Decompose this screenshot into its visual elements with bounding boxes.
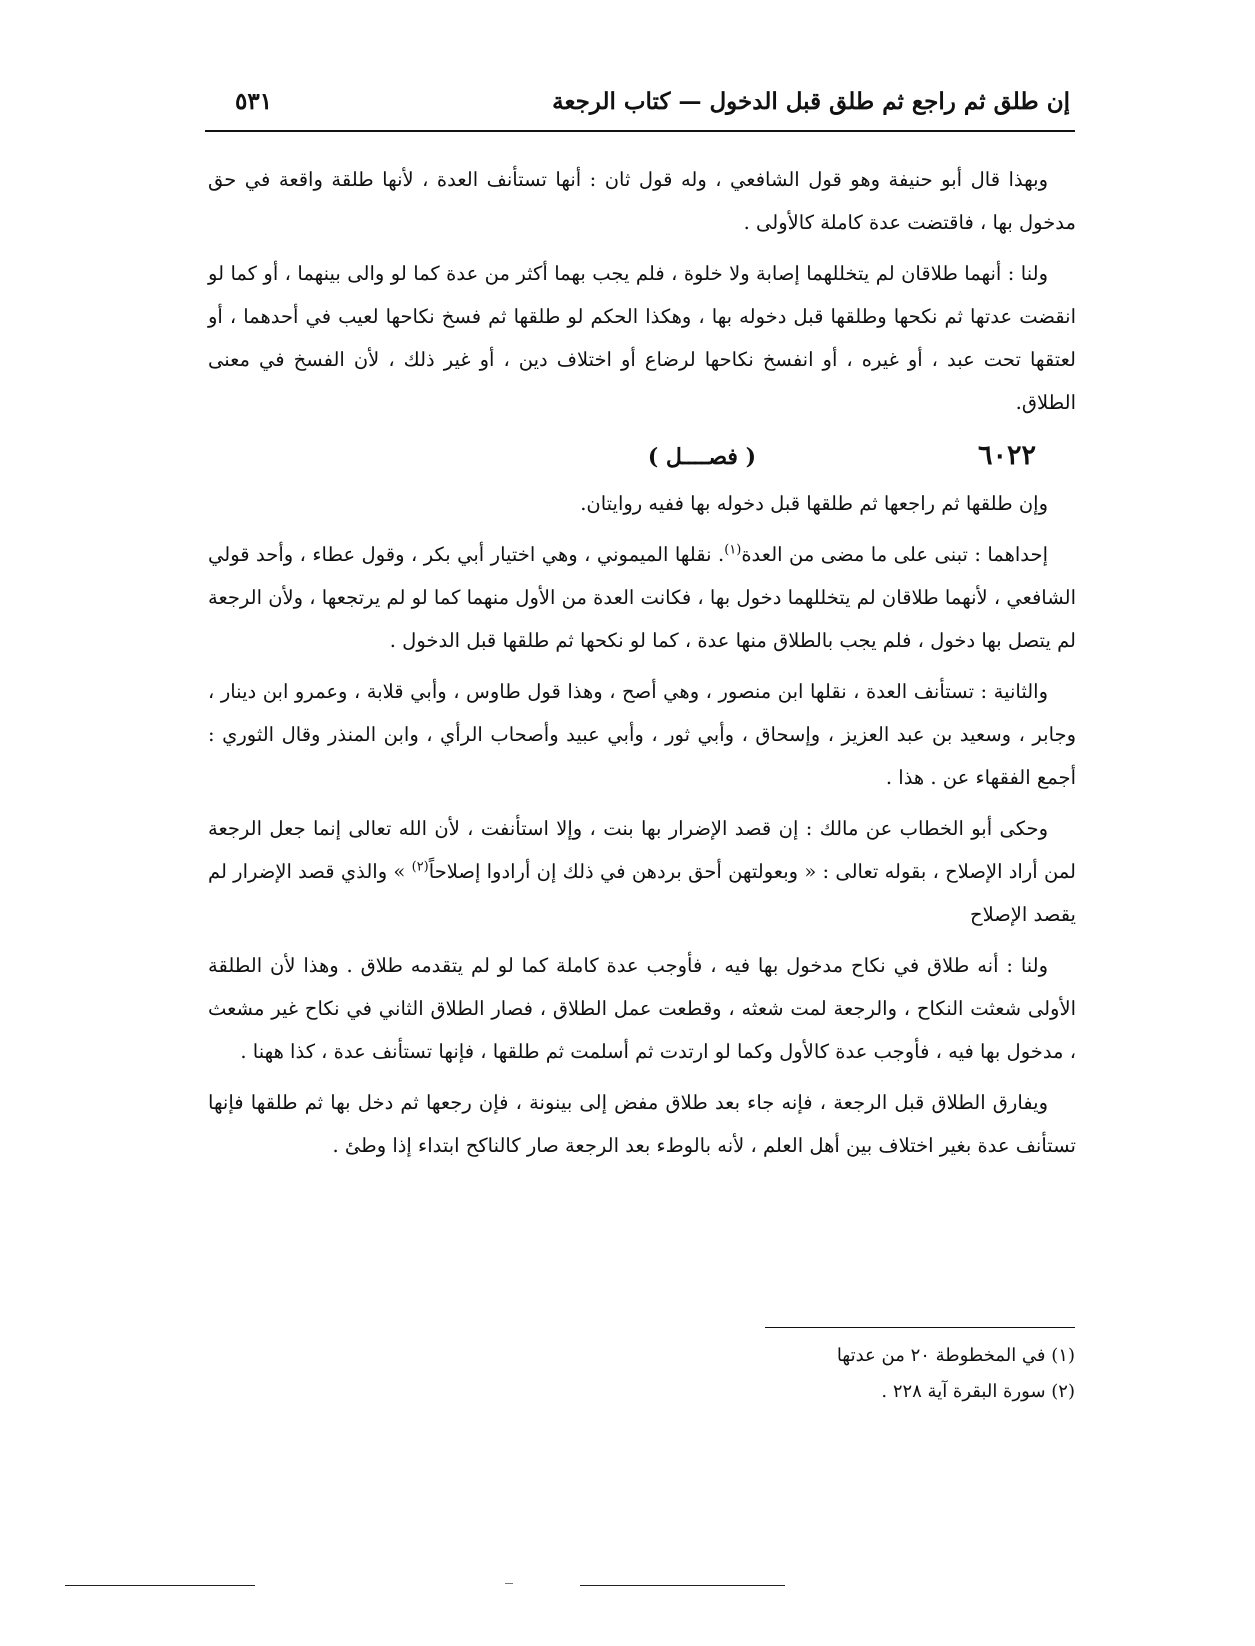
paragraph [208, 807, 1076, 936]
paragraph: ولنا : أنهما طلاقان لم يتخللهما إصابة ولا خلوة ، فلم يجب بهما أكثر من عدة كما لو والى بينهما ، أو كما لو انقضت عدتها ثم نكحها وطلقها قبل دخوله بها ، وهكذا الحكم لو طلقها ثم فسخ نكاحها لعيب في أحدهما ، أو لعتقها تحت عبد ، أو غيره ، أو انفسخ نكاحها لرضاع أو اختلاف دين ، أو غير ذلك ، لأن الفسخ في معنى الطلاق. [208, 262, 1076, 414]
paragraph-text: » والذي قصد الإضرار لم يقصد الإصلاح [208, 860, 1076, 926]
running-header [205, 82, 1075, 132]
footnote-marker: (١) [724, 542, 742, 558]
paragraph-text: . نقلها الميموني ، وهي اختيار أبي بكر ، وقول عطاء ، وأحد قولي الشافعي ، لأنهما طلاقان لم يتخللهما دخول بها ، فكانت العدة من الأول منهما كما لو لم يرتجعها ، ولأن الرجعة لم يتصل بها دخول ، فلم يجب بالطلاق منها عدة ، كما لو نكحها ثم طلقها قبل الدخول . [208, 543, 1076, 652]
footnote-divider [765, 1327, 1075, 1328]
scan-edge-line [580, 1585, 785, 1586]
footnotes [700, 1338, 1075, 1410]
body-text [208, 158, 1076, 1175]
scan-edge-mark [505, 1583, 513, 1584]
footnote: (٢) سورة البقرة آية ٢٢٨ . [881, 1381, 1075, 1402]
scan-edge-line [65, 1585, 255, 1586]
page-number: ٥٣١ [235, 88, 273, 115]
paragraph: والثانية : تستأنف العدة ، نقلها ابن منصور ، وهي أصح ، وهذا قول طاوس ، وأبي قلابة ، وعمرو ابن دينار ، وجابر ، وسعيد بن عبد العزيز ، وإسحاق ، وأبي ثور ، وأبي عبيد وأصحاب الرأي ، وابن المنذر وقال الثوري : أجمع الفقهاء عن . هذا . [208, 680, 1076, 789]
section-number: ٦٠٢٢ [977, 440, 1036, 471]
section-title: ( فصــــل ) [647, 444, 756, 470]
running-title: إن طلق ثم راجع ثم طلق قبل الدخول — كتاب الرجعة [552, 88, 1070, 115]
paragraph: وإن طلقها ثم راجعها ثم طلقها قبل دخوله بها ففيه روايتان. [580, 492, 1048, 515]
paragraph: وبهذا قال أبو حنيفة وهو قول الشافعي ، وله قول ثان : أنها تستأنف العدة ، لأنها طلقة واقعة في حق مدخول بها ، فاقتضت عدة كاملة كالأولى . [208, 168, 1076, 234]
paragraph: ويفارق الطلاق قبل الرجعة ، فإنه جاء بعد طلاق مفض إلى بينونة ، فإن رجعها ثم دخل بها ثم طلقها فإنها تستأنف عدة بغير اختلاف بين أهل العلم ، لأنه بالوطء بعد الرجعة صار كالناكح ابتداء إذا وطئ . [208, 1091, 1076, 1157]
paragraph-text: وحكى أبو الخطاب عن مالك : إن قصد الإضرار بها بنت ، وإلا استأنفت ، لأن الله تعالى إنما جعل الرجعة لمن أراد الإصلاح ، بقوله تعالى : « وبعولتهن أحق بردهن في ذلك إن أرادوا إصلاحاً [208, 817, 1077, 883]
section-heading [208, 432, 1076, 478]
paragraph [208, 533, 1076, 662]
paragraph: ولنا : أنه طلاق في نكاح مدخول بها فيه ، فأوجب عدة كاملة كما لو لم يتقدمه طلاق . وهذا لأن الطلقة الأولى شعثت النكاح ، والرجعة لمت شعثه ، وقطعت عمل الطلاق ، فصار الطلاق الثاني في نكاح غير مشعث ، مدخول بها فيه ، فأوجب عدة كالأول وكما لو ارتدت ثم أسلمت ثم طلقها ، فإنها تستأنف عدة ، كذا ههنا . [208, 954, 1076, 1063]
paragraph-text: إحداهما : تبنى على ما مضى من العدة [741, 543, 1048, 566]
footnote: (١) في المخطوطة ٢٠ من عدتها [836, 1345, 1075, 1366]
footnote-marker: (٢) [411, 859, 429, 875]
